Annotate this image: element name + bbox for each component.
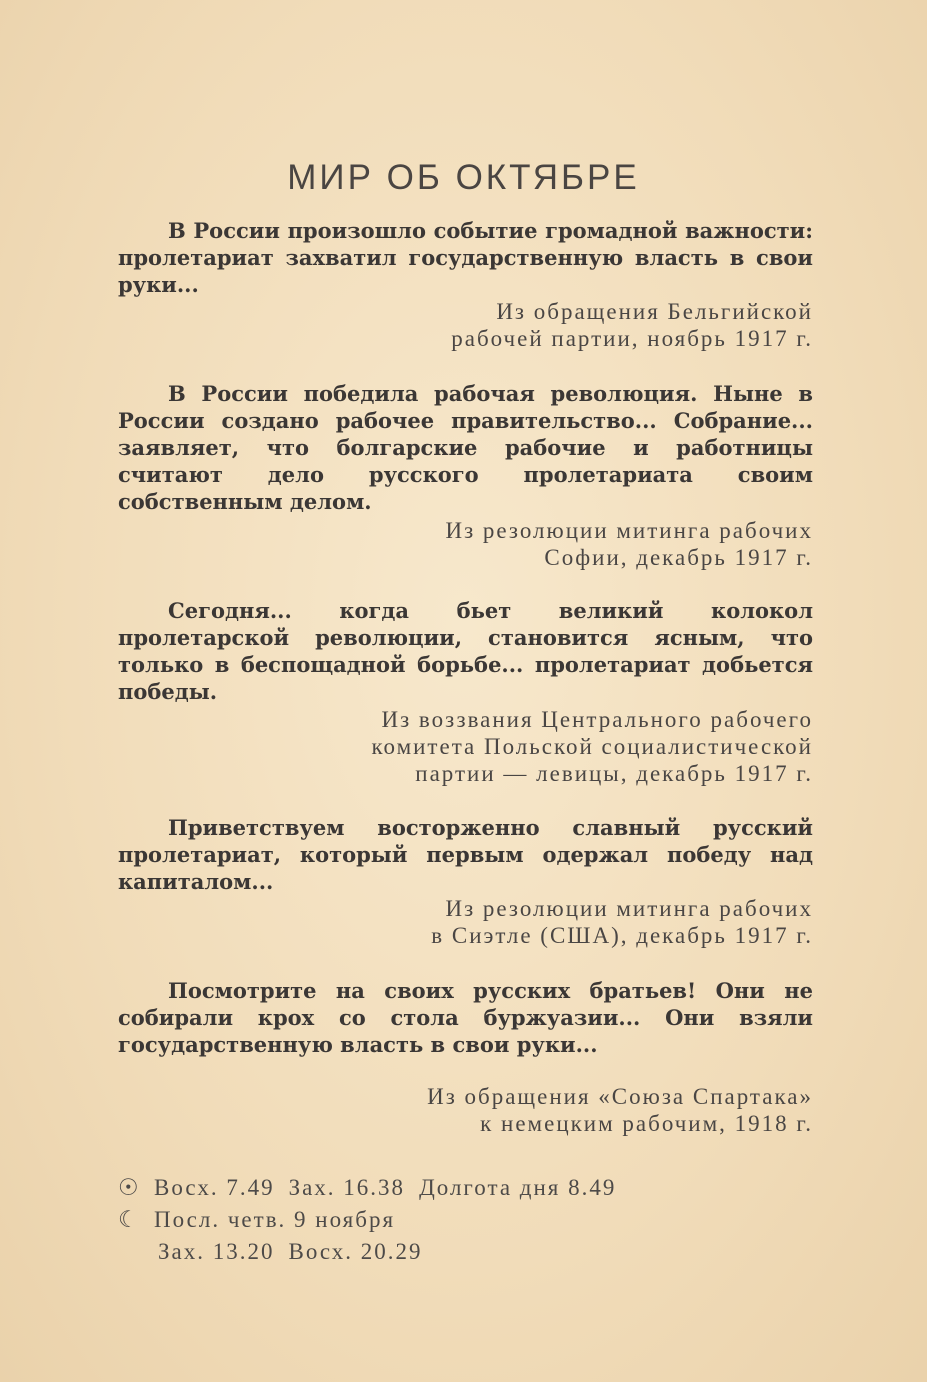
sunrise: Восх. 7.49 — [154, 1175, 275, 1200]
quote-polish: Сегодня... когда бьет великий колокол пролетарской революции, становится ясным, что только в беспощадной борьбе... пролетариат добьется победы. — [118, 598, 813, 704]
source-german — [118, 1083, 813, 1137]
quote-german: Посмотрите на своих русских братьев! Они не собирали крох со стола буржуазии... Они взяли государственную власть в свои руки... — [118, 978, 813, 1057]
source-polish — [118, 706, 813, 787]
quote-bulgarian: В России победила рабочая революция. Ныне в России создано рабочее правительство... Собрание... заявляет, что болгарские рабочие и работницы считают дело русского пролетариата своим собственным делом. — [118, 381, 813, 514]
source-line: к немецким рабочим, 1918 г. — [480, 1111, 813, 1136]
moon-row — [118, 1204, 818, 1236]
source-line: Из обращения «Союза Спартака» — [427, 1084, 813, 1109]
moon-times-row — [118, 1236, 818, 1268]
source-line: Из обращения Бельгийской — [496, 299, 813, 324]
day-length: Долгота дня 8.49 — [419, 1175, 617, 1200]
source-line: комитета Польской социалистической — [371, 734, 813, 759]
quote-american: Приветствуем восторженно славный русский пролетариат, который первым одержал победу над капиталом... — [118, 815, 813, 894]
moonrise: Восх. 20.29 — [288, 1239, 423, 1264]
moon-icon: ☾ — [118, 1207, 141, 1232]
source-line: Софии, декабрь 1917 г. — [544, 545, 813, 570]
quote-belgian: В России произошло событие громадной важности: пролетариат захватил государственную власть в свои руки... — [118, 218, 813, 297]
sunset: Зах. 16.38 — [288, 1175, 406, 1200]
source-line: Из резолюции митинга рабочих — [445, 896, 813, 921]
page-title: МИР ОБ ОКТЯБРЕ — [287, 158, 640, 197]
sun-icon: ☉ — [118, 1175, 141, 1200]
source-line: партии — левицы, декабрь 1917 г. — [415, 761, 813, 786]
source-line: Из воззвания Центрального рабочего — [381, 707, 813, 732]
source-line: Из резолюции митинга рабочих — [445, 518, 813, 543]
almanac — [118, 1172, 818, 1268]
moon-phase: Посл. четв. 9 ноября — [154, 1207, 396, 1232]
moonset: Зах. 13.20 — [158, 1239, 275, 1264]
source-line: в Сиэтле (США), декабрь 1917 г. — [431, 923, 813, 948]
source-american — [118, 895, 813, 949]
sun-row — [118, 1172, 818, 1204]
source-bulgarian — [118, 517, 813, 571]
source-line: рабочей партии, ноябрь 1917 г. — [451, 326, 813, 351]
source-belgian — [118, 298, 813, 352]
